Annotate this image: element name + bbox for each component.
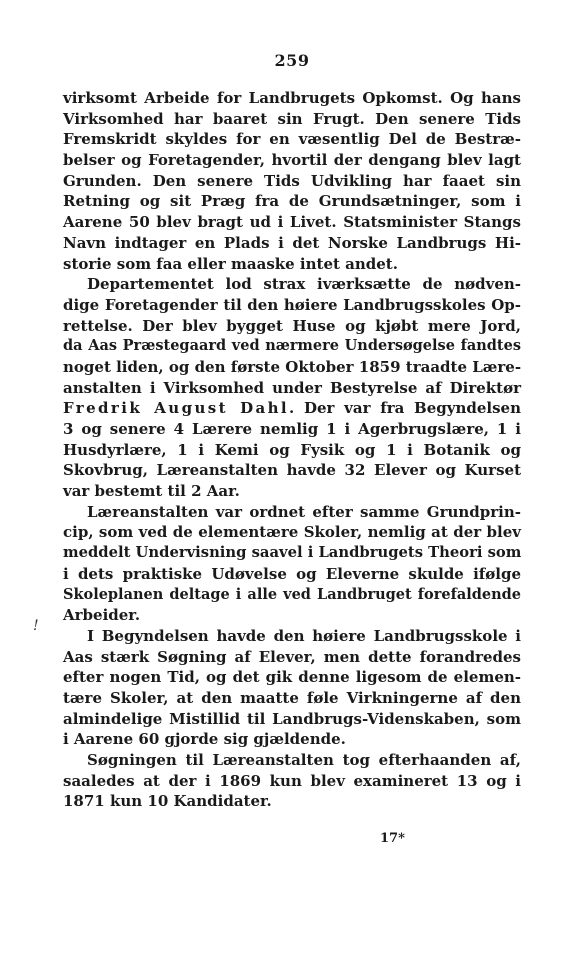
text-line: almindelige Mistillid til Landbrugs-Videnskaben, som [63,709,521,728]
text-line: Skoleplanen deltage i alle ved Landbruget forefaldende [63,585,521,603]
text-line: Aas stærk Søgning af Elever, men dette forandredes [63,647,521,666]
text-line: Fremskridt skyldes for en væsentlig Del de Bestræ- [63,130,521,149]
text-line: 3 og senere 4 Lærere nemlig 1 i Agerbrugslære, 1 i [63,420,521,438]
text-line: Grunden. Den senere Tids Udvikling har faaet sin [63,171,521,190]
text-line: anstalten i Virksomhed under Bestyrelse af Direktør [63,378,521,397]
text-line: Virksomhed har baaret sin Frugt. Den senere Tids [63,109,521,128]
text-line: storie som faa eller maaske intet andet. [63,254,398,273]
text-line: meddelt Undervisning saavel i Landbrugets Theori som [63,544,522,562]
body-text [63,88,521,812]
text-line: Departementet lod strax iværksætte de nødven- [87,275,521,294]
text-line: saaledes at der i 1869 kun blev examineret 13 og i [63,771,521,790]
text-line: Læreanstalten var ordnet efter samme Grundprin- [87,502,521,521]
director-name: Fredrik August Dahl [63,399,290,418]
text-line: da Aas Præstegaard ved nærmere Undersøgelse fandtes [63,337,521,355]
text-line: belser og Foretagender, hvortil der dengang blev lagt [63,151,521,170]
signature-mark: 17* [380,831,405,846]
text-line: i dets praktiske Udøvelse og Eleverne skulde ifølge [63,564,521,583]
text-line: tære Skoler, at den maatte føle Virkningerne af den [63,688,521,707]
text-line: Navn indtager en Plads i det Norske Landbrugs Hi- [63,233,521,252]
text-line: rettelse. Der blev bygget Huse og kjøbt mere Jord, [63,316,521,335]
margin-mark: ! [33,618,39,634]
text-line: I Begyndelsen havde den høiere Landbrugsskole i [87,626,521,645]
text-line: Aarene 50 blev bragt ud i Livet. Statsminister Stangs [63,213,521,232]
text-line: var bestemt til 2 Aar. [63,482,240,501]
text-line: Søgningen til Læreanstalten tog efterhaanden af, [87,751,521,769]
text-line: dige Foretagender til den høiere Landbrugsskoles Op- [63,295,521,314]
text-line: Retning og sit Præg fra de Grundsætninger, som i [63,192,521,211]
text-line: efter nogen Tid, og det gik denne ligesom de elemen- [63,668,521,687]
text-line: noget liden, og den første Oktober 1859 traadte Lære- [63,357,522,376]
text-line: Arbeider. [63,606,141,625]
text-line: virksomt Arbeide for Landbrugets Opkomst. Og hans [63,89,521,107]
text-line: 1871 kun 10 Kandidater. [63,792,272,811]
text-line: Skovbrug, Læreanstalten havde 32 Elever og Kurset [63,461,521,480]
text-line: i Aarene 60 gjorde sig gjældende. [63,730,346,749]
page-number: 259 [274,51,310,70]
text-line: Husdyrlære, 1 i Kemi og Fysik og 1 i Botanik og [63,440,521,459]
text-line: cip, som ved de elementære Skoler, nemlig at der blev [63,523,521,542]
text-line: Fredrik August Dahl. Der var fra Begyndelsen [63,399,521,418]
